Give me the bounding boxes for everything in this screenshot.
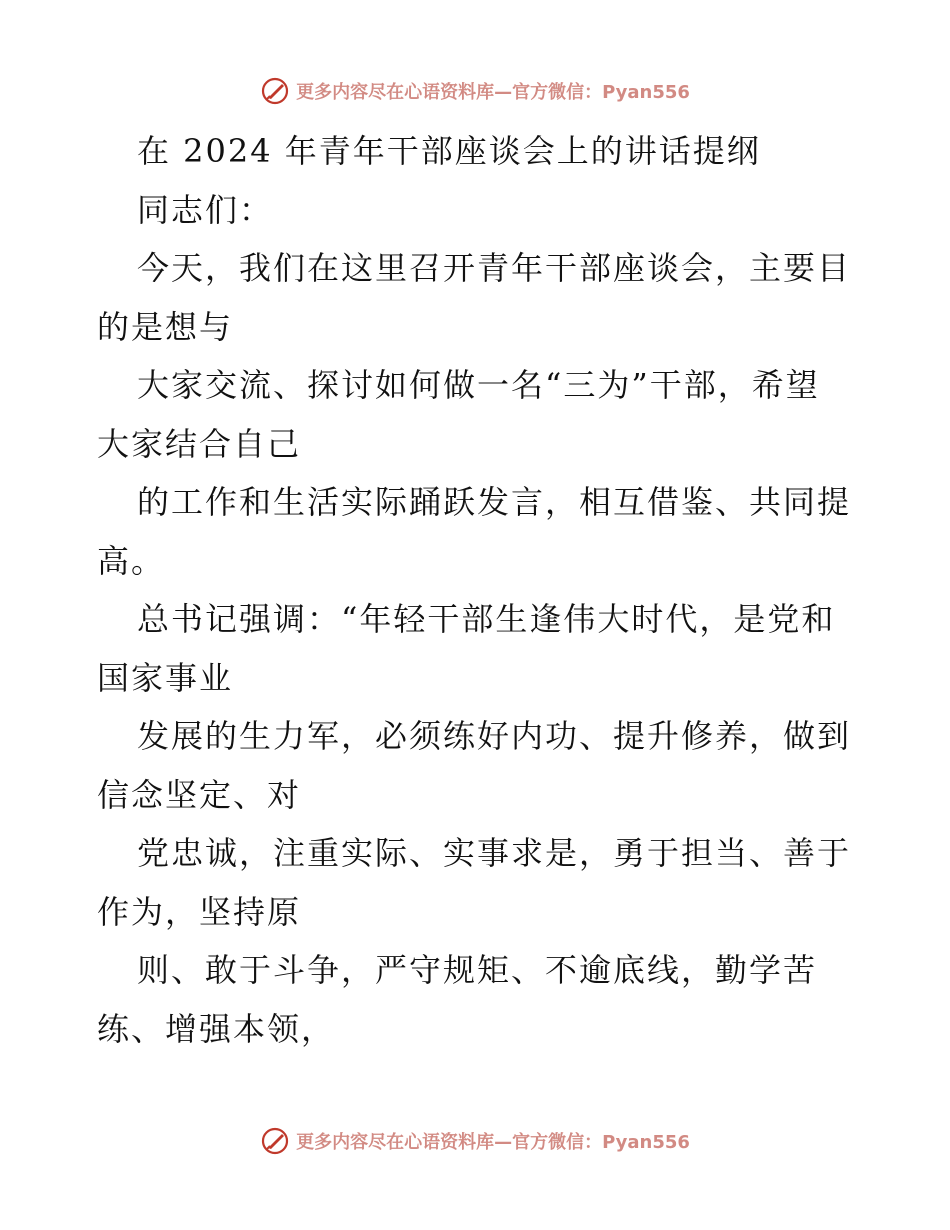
paragraph-line: 大家交流、探讨如何做一名“三为”干部，希望 xyxy=(137,366,820,404)
paragraph-line: 总书记强调：“年轻干部生逢伟大时代，是党和 xyxy=(137,600,836,638)
quill-logo-icon xyxy=(260,1126,290,1156)
header-banner-text: 更多内容尽在心语资料库—官方微信：Pyan556 xyxy=(296,82,690,103)
quill-logo-icon xyxy=(260,76,290,106)
paragraph-line: 练、增强本领， xyxy=(97,1009,336,1048)
paragraph-line: 党忠诚，注重实际、实事求是，勇于担当、善于 xyxy=(137,834,852,872)
document-title: 在 2024 年青年干部座谈会上的讲话提纲 xyxy=(137,132,761,170)
paragraph-line: 今天，我们在这里召开青年干部座谈会，主要目 xyxy=(137,249,852,287)
header-banner xyxy=(0,71,950,111)
paragraph-line: 的是想与 xyxy=(97,307,234,346)
paragraph-line: 作为，坚持原 xyxy=(97,892,302,931)
paragraph-line: 则、敢于斗争，严守规矩、不逾底线，勤学苦 xyxy=(137,951,818,989)
paragraph-line: 高。 xyxy=(97,541,166,580)
document-body xyxy=(97,122,857,1058)
paragraph-line: 大家结合自己 xyxy=(97,424,302,463)
paragraph-line: 的工作和生活实际踊跃发言，相互借鉴、共同提 xyxy=(137,483,852,521)
salutation: 同志们： xyxy=(137,190,274,229)
footer-banner-text: 更多内容尽在心语资料库—官方微信：Pyan556 xyxy=(296,1132,690,1153)
paragraph-line: 信念坚定、对 xyxy=(97,775,302,814)
paragraph-line: 发展的生力军，必须练好内功、提升修养，做到 xyxy=(137,717,852,755)
footer-banner xyxy=(0,1121,950,1161)
paragraph-line: 国家事业 xyxy=(97,658,234,697)
